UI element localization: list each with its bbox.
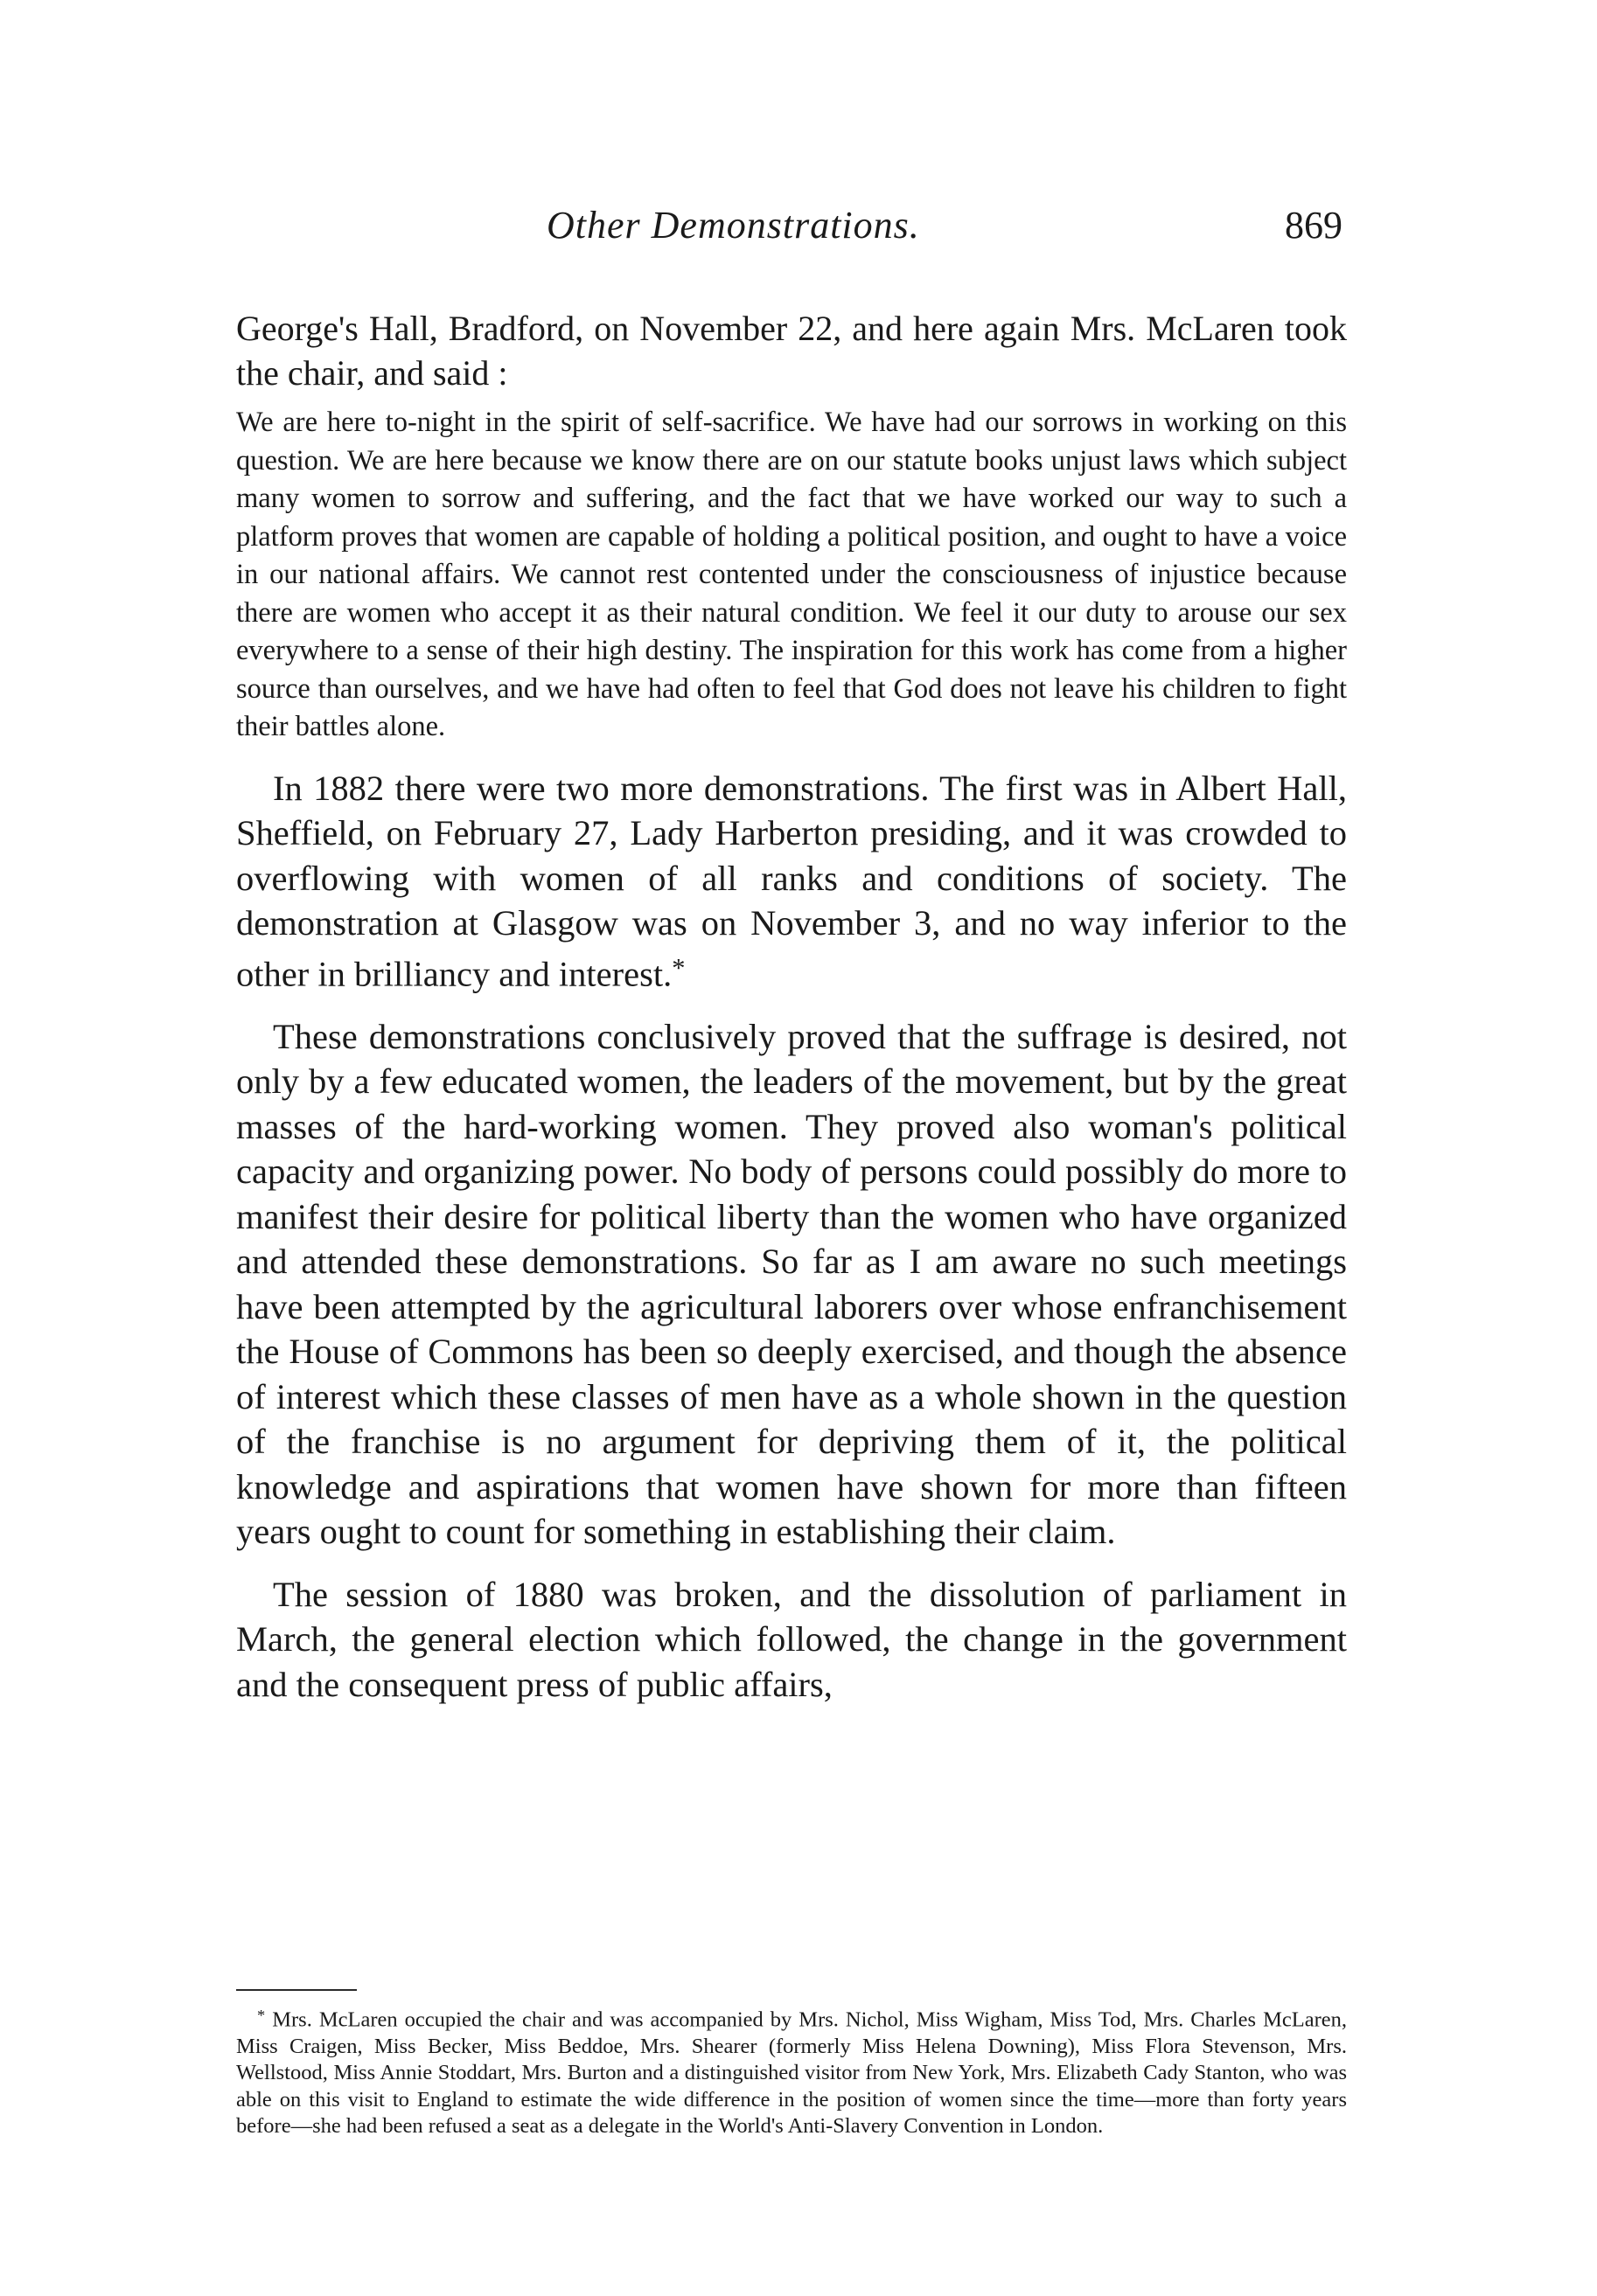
footnote-text: Mrs. McLaren occupied the chair and was accompanied by Mrs. Nichol, Miss Wigham, Miss Tod, Mrs. Charles McLaren, Miss Craigen, Miss Becker, Miss Beddoe, Mrs. Shearer (formerly Miss Helena Downing), Miss Flora Stevenson, Mrs. Wellstood, Miss Annie Stoddart, Mrs. Burton and a distinguished visitor from New York, Mrs. Elizabeth Cady Stanton, who was able on this visit to England to estimate the wide difference in the position of women since the time—more than forty years before—she had been refused a seat as a delegate in the World's Anti-Slavery Convention in London. [236,2007,1348,2139]
footnote-mark: * [257,2007,266,2024]
footnote [236,2002,1347,2140]
page-number: 869 [1285,204,1342,247]
paragraph-1882 [236,766,1347,997]
page-header [236,203,1347,255]
continued-paragraph: George's Hall, Bradford, on November 22, and here again Mrs. McLaren took the chair, and said : [236,309,1347,393]
paragraph-1882-text: In 1882 there were two more demonstrations. The first was in Albert Hall, Sheffield, on February 27, Lady Harberton presiding, and it was crowded to overflowing with women of all ranks and conditions of society. The demonstration at Glasgow was on November 3, and no way inferior to the other in brilliancy and interest. [236,768,1347,994]
running-title: Other Demonstrations. [547,204,920,247]
footnote-reference: * [672,952,686,983]
paragraph-demonstrations: These demonstrations conclusively proved that the suffrage is desired, not only by a few educated women, the leaders of the movement, but by the great masses of the hard-working women. They proved also woman's political capacity and organizing power. No body of persons could possibly do more to manifest their desire for political liberty than the women who have organized and attended these demonstrations. So far as I am aware no such meetings have been attempted by the agricultural laborers over whose enfranchisement the House of Commons has been so deeply exercised, and though the absence of interest which these classes of men have as a whole shown in the question of the franchise is no argument for depriving them of it, the political knowledge and aspirations that women have shown for more than fifteen years ought to count for something in establishing their claim. [236,1016,1347,1552]
footnote-rule [236,1989,357,1991]
book-page [236,0,1347,2296]
block-quote: We are here to-night in the spirit of self-sacrifice. We have had our sorrows in working on this question. We are here because we know there are on our statute books unjust laws which subject many women to sorrow and suffering, and the fact that we have worked our way to such a platform proves that women are capable of holding a political position, and ought to have a voice in our national affairs. We cannot rest contented under the consciousness of injustice because there are women who accept it as their natural condition. We feel it our duty to arouse our sex everywhere to a sense of their high destiny. The inspiration for this work has come from a higher source than ourselves, and we have had often to feel that God does not leave his children to fight their battles alone. [236,407,1347,742]
paragraph-1880: The session of 1880 was broken, and the dissolution of parliament in March, the general election which followed, the change in the government and the consequent press of public affairs, [236,1574,1347,1704]
body-text [236,306,1347,1707]
